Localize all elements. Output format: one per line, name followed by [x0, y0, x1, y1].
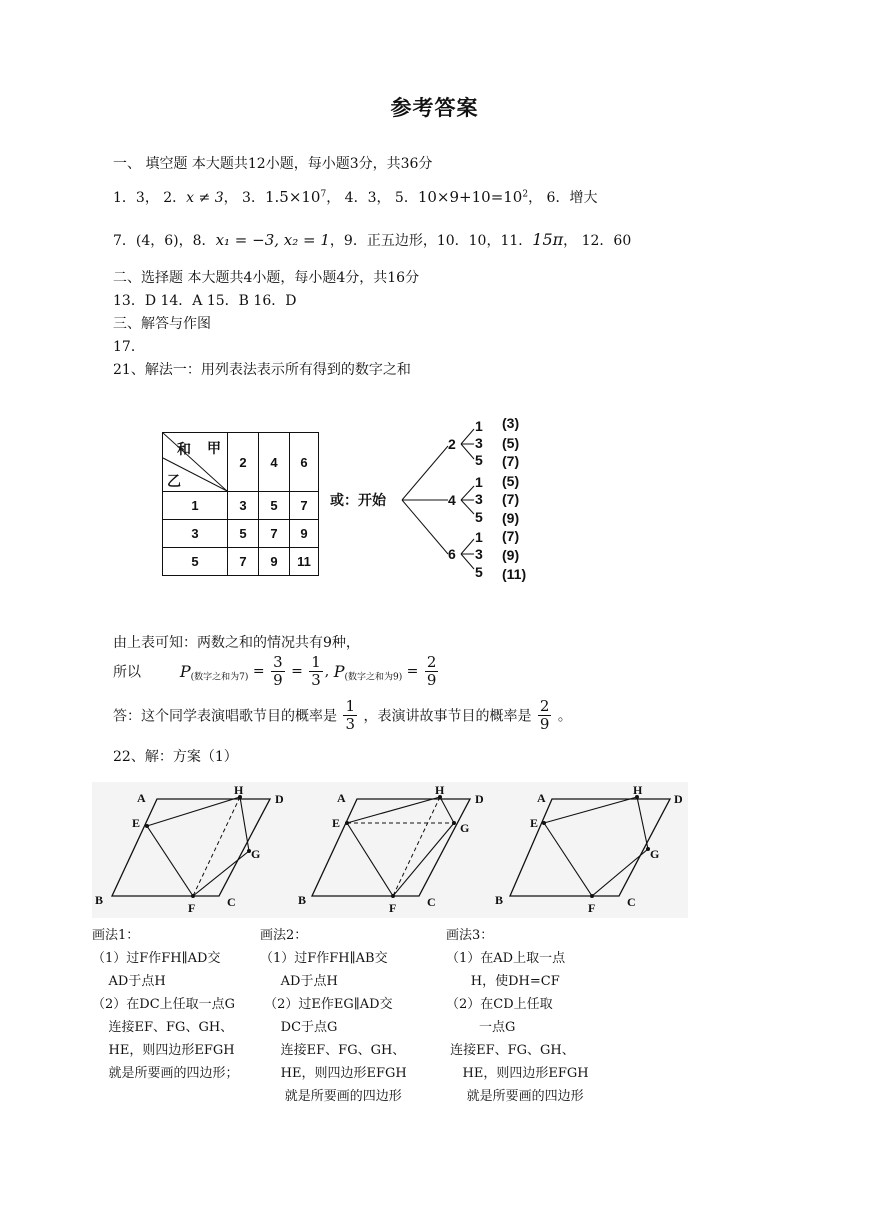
- method-step: AD于点H: [260, 974, 338, 989]
- table-row-header: 1: [163, 492, 228, 520]
- method-step: （2）在DC上任取一点G: [92, 997, 236, 1012]
- fraction-denominator: 9: [273, 671, 283, 689]
- table-cell: 9: [259, 548, 290, 576]
- tree-diagram: [320, 408, 560, 588]
- point-f: [391, 894, 395, 898]
- answer-3-exponent: 7: [320, 189, 327, 200]
- answer-2-math: x ≠ 3: [186, 190, 224, 206]
- p-subscript-1: (数字之和为7): [190, 672, 249, 683]
- tree-start-label: 或：开始: [330, 492, 386, 508]
- label-h: H: [633, 783, 643, 797]
- answer-9-11: ，9．正五边形，10．10，11．: [329, 233, 533, 249]
- table-row-header: 5: [163, 548, 228, 576]
- method-step: 一点G: [446, 1020, 516, 1035]
- answer-middle: ，表演讲故事节目的概率是: [363, 708, 532, 725]
- label-g: G: [251, 847, 261, 861]
- parallelogram-figures: [92, 782, 688, 918]
- table-cell: 5: [259, 492, 290, 520]
- method-step: 就是所要画的四边形: [260, 1089, 402, 1104]
- table-row: [163, 520, 319, 548]
- label-c: C: [627, 895, 636, 909]
- tree-edge: [461, 500, 474, 514]
- method-step: （1）过F作FH∥AD交: [92, 951, 221, 966]
- label-b: B: [495, 893, 504, 907]
- label-e: E: [530, 816, 539, 830]
- answer-6: ， 6．增大: [528, 190, 598, 206]
- point-f: [191, 894, 195, 898]
- tree-sum: (9): [502, 510, 520, 526]
- answer-prefix: 答：这个同学表演唱歌节目的概率是: [113, 708, 337, 725]
- method-step: H，使DH=CF: [446, 974, 560, 989]
- probability-formula: [113, 654, 440, 694]
- tree-sum: (7): [502, 528, 520, 544]
- method-step: DC于点G: [260, 1020, 338, 1035]
- answer-12: ， 12．60: [563, 233, 632, 249]
- table-cell: 11: [290, 548, 319, 576]
- method-title: 画法1：: [92, 928, 140, 943]
- tree-sum: (11): [502, 566, 527, 582]
- point-e: [542, 821, 546, 825]
- page-title: 参考答案: [390, 95, 479, 120]
- question-22: 22、解：方案（1）: [113, 749, 238, 765]
- answers-row-1: [113, 187, 597, 207]
- method-2: [260, 924, 407, 1108]
- table-cell: 7: [228, 548, 259, 576]
- fraction-2-9: [538, 698, 552, 733]
- answer-8-math: x₁ = −3, x₂ = 1: [215, 231, 330, 249]
- table-col-header: 4: [259, 433, 290, 492]
- table-col-header: 2: [228, 433, 259, 492]
- tree-leaf: 3: [475, 435, 483, 451]
- method-step: 连接EF、FG、GH、: [260, 1043, 406, 1058]
- label-d: D: [475, 792, 484, 806]
- answer-5-math: 10×9+10=10: [417, 188, 523, 206]
- point-f: [590, 894, 594, 898]
- equals-sign: =: [291, 663, 303, 680]
- section3-heading: 三、解答与作图: [113, 316, 211, 332]
- tree-edge: [402, 446, 448, 500]
- label-e: E: [332, 816, 341, 830]
- method-step: 连接EF、FG、GH、: [92, 1020, 234, 1035]
- answer-3-prefix: ， 3．: [223, 190, 265, 206]
- tree-sum: (7): [502, 491, 520, 507]
- answers-row-2: [113, 230, 631, 250]
- label-f: F: [588, 901, 596, 915]
- table-row: [163, 492, 319, 520]
- so-label: 所以: [113, 664, 141, 681]
- fraction-numerator: 2: [426, 653, 437, 671]
- table-col-header: 6: [290, 433, 319, 492]
- comma: ,: [324, 663, 330, 680]
- answer-11-math: 15π: [532, 230, 564, 249]
- table-cell: 7: [290, 492, 319, 520]
- method-1: [92, 924, 239, 1085]
- table-cell: 5: [228, 520, 259, 548]
- fraction-1-3: [343, 698, 357, 733]
- table-cell: 3: [228, 492, 259, 520]
- equals-sign: =: [252, 663, 265, 680]
- fraction-denominator: 3: [311, 671, 321, 689]
- point-g: [452, 821, 456, 825]
- question-17: 17．: [113, 339, 145, 355]
- corner-label-sum: 和: [177, 441, 191, 457]
- fraction-1-3: [309, 654, 323, 689]
- tree-leaf: 3: [475, 546, 483, 562]
- method-step: （2）过E作EG∥AD交: [260, 997, 393, 1012]
- method-step: （1）过F作FH∥AB交: [260, 951, 388, 966]
- method-3: [446, 924, 589, 1108]
- label-a: A: [337, 791, 346, 805]
- tree-sum: (5): [502, 473, 520, 489]
- answer-5-exponent: 2: [522, 189, 529, 200]
- tree-node: 4: [448, 492, 456, 508]
- fraction-3-9: [271, 654, 285, 689]
- label-h: H: [435, 783, 445, 797]
- label-e: E: [132, 816, 141, 830]
- method-title: 画法3：: [446, 928, 494, 943]
- point-e: [145, 824, 149, 828]
- label-a: A: [137, 791, 146, 805]
- label-f: F: [389, 901, 397, 915]
- method-step: HE，则四边形EFGH: [260, 1066, 407, 1081]
- label-g: G: [460, 821, 470, 835]
- label-a: A: [537, 791, 546, 805]
- method-step: （1）在AD上取一点: [446, 951, 566, 966]
- method-step: （2）在CD上任取: [446, 997, 553, 1012]
- label-b: B: [298, 893, 307, 907]
- table-cell: 7: [259, 520, 290, 548]
- method-title: 画法2：: [260, 928, 308, 943]
- method-step: 连接EF、FG、GH、: [446, 1043, 575, 1058]
- tree-sum: (9): [502, 547, 520, 563]
- tree-sum: (5): [502, 435, 520, 451]
- answer-4-5: ， 4．3， 5．: [326, 190, 418, 206]
- method-step: AD于点H: [92, 974, 166, 989]
- fraction-numerator: 1: [311, 653, 321, 671]
- tree-leaf: 1: [475, 474, 483, 490]
- tree-edge: [461, 444, 474, 459]
- figure-background: [92, 782, 688, 918]
- answer-line: [113, 698, 572, 738]
- label-h: H: [234, 783, 244, 797]
- corner-label-yi: 乙: [167, 473, 181, 489]
- tree-leaf: 1: [475, 529, 483, 545]
- label-g: G: [650, 847, 660, 861]
- tree-sum: (3): [502, 415, 520, 431]
- question-21: 21、解法一：用列表法表示所有得到的数字之和: [113, 362, 411, 378]
- conclusion-line-1: 由上表可知：两数之和的情况共有9种，: [113, 635, 360, 651]
- tree-leaf: 5: [475, 509, 483, 525]
- tree-edge: [461, 429, 474, 444]
- p-subscript-2: (数字之和为9): [344, 672, 403, 683]
- method-step: HE，则四边形EFGH: [446, 1066, 589, 1081]
- fraction-denominator: 9: [539, 715, 550, 733]
- answer-3-math: 1.5×10: [264, 188, 321, 206]
- table-row: [163, 548, 319, 576]
- tree-sum: (7): [502, 453, 520, 469]
- answer-7-8: 7．(4，6)，8．: [113, 233, 216, 249]
- fraction-numerator: 2: [539, 697, 550, 715]
- table-corner-cell: [163, 433, 228, 492]
- label-b: B: [95, 893, 104, 907]
- label-c: C: [227, 895, 236, 909]
- table-row-header: 3: [163, 520, 228, 548]
- table-cell: 9: [290, 520, 319, 548]
- tree-leaf: 3: [475, 491, 483, 507]
- p-symbol: P: [333, 662, 345, 681]
- method-step: 就是所要画的四边形: [446, 1089, 584, 1104]
- answer-end: 。: [557, 708, 572, 725]
- label-c: C: [427, 895, 436, 909]
- p-symbol: P: [179, 662, 191, 681]
- tree-leaf: 5: [475, 452, 483, 468]
- fraction-numerator: 3: [273, 653, 283, 671]
- answer-1-2: 1．3， 2．: [113, 190, 187, 206]
- method-step: HE，则四边形EFGH: [92, 1043, 235, 1058]
- equals-sign: =: [406, 663, 419, 680]
- section1-heading: 一、 填空题 本大题共12小题，每小题3分，共36分: [113, 156, 433, 172]
- fraction-denominator: 3: [345, 715, 355, 733]
- tree-leaf: 1: [475, 418, 483, 434]
- label-f: F: [188, 901, 196, 915]
- label-d: D: [275, 792, 284, 806]
- tree-edge: [461, 486, 474, 500]
- tree-leaf: 5: [475, 564, 483, 580]
- fraction-denominator: 9: [426, 671, 437, 689]
- point-e: [345, 821, 349, 825]
- tree-edge: [461, 554, 474, 569]
- tree-edge: [402, 500, 448, 554]
- corner-label-jia: 甲: [207, 440, 221, 456]
- tree-node: 6: [448, 546, 456, 562]
- method-step: 就是所要画的四边形；: [92, 1066, 239, 1081]
- fraction-2-9: [425, 654, 439, 689]
- section2-heading: 二、选择题 本大题共4小题，每小题4分，共16分: [113, 270, 420, 286]
- tree-node: 2: [448, 436, 456, 452]
- choice-answers: 13．D 14．A 15．B 16．D: [113, 293, 297, 309]
- label-d: D: [674, 792, 683, 806]
- sum-table: [162, 432, 319, 576]
- fraction-numerator: 1: [345, 697, 355, 715]
- tree-edge: [461, 539, 474, 554]
